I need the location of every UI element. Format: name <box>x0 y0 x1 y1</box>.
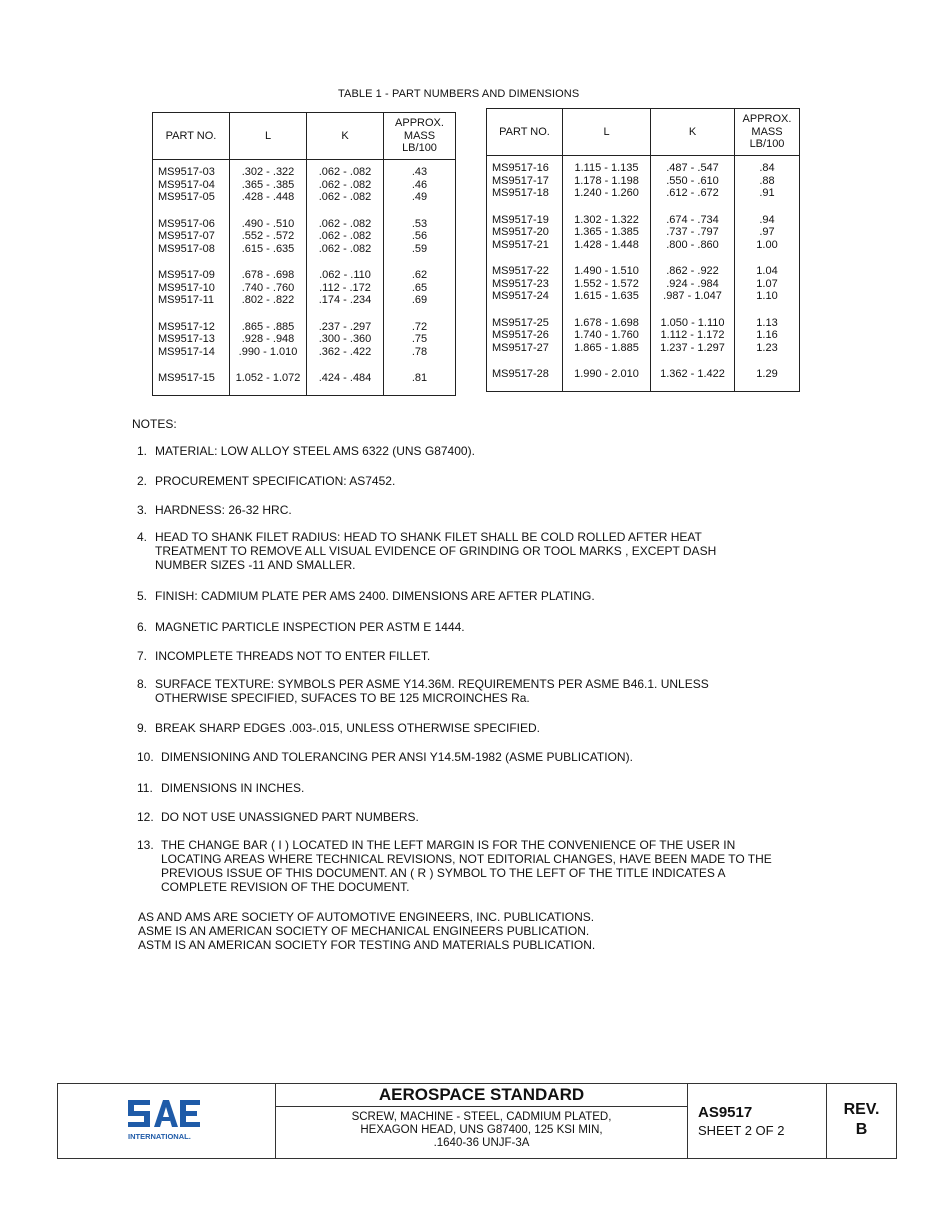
cell-value: MS9517-12 <box>158 320 215 333</box>
k-dimension-cell <box>651 156 735 392</box>
header-mass-line: MASS <box>751 125 783 138</box>
note-item <box>137 781 304 795</box>
publication-line: ASTM IS AN AMERICAN SOCIETY FOR TESTING AND MATERIALS PUBLICATION. <box>138 938 596 952</box>
cell-value: .75 <box>411 333 428 345</box>
note-line: OTHERWISE SPECIFIED, SUFACES TO BE 125 MICROINCHES Ra. <box>155 691 530 705</box>
cell-value: 1.13 <box>756 316 778 329</box>
cell-value: .362 - .422 <box>318 345 372 358</box>
note-number: 6. <box>137 620 148 634</box>
mass-cell <box>735 156 800 392</box>
cell-value: 1.115 - 1.135 <box>574 162 639 174</box>
row-group <box>492 162 562 200</box>
note-line: PROCUREMENT SPECIFICATION: AS7452. <box>155 474 396 488</box>
row-group <box>230 269 306 307</box>
cell-value: .53 <box>411 217 428 230</box>
row-group <box>735 265 799 303</box>
cell-value: .65 <box>411 281 428 294</box>
cell-value: MS9517-26 <box>492 329 549 341</box>
cell-value: MS9517-27 <box>492 341 549 354</box>
cell-value: 1.678 - 1.698 <box>574 316 639 329</box>
note-line: THE CHANGE BAR ( I ) LOCATED IN THE LEFT MARGIN IS FOR THE CONVENIENCE OF THE USER IN <box>161 838 736 852</box>
note-text <box>155 677 709 705</box>
cell-value: 1.990 - 2.010 <box>574 368 639 380</box>
cell-value: 1.237 - 1.297 <box>660 341 725 354</box>
row-group <box>307 269 383 307</box>
row-group <box>230 218 306 256</box>
note-item <box>137 677 709 705</box>
header-mass-line: MASS <box>403 129 436 142</box>
cell-value: 1.490 - 1.510 <box>574 265 639 277</box>
header-mass-line: LB/100 <box>749 138 785 151</box>
note-line: DIMENSIONING AND TOLERANCING PER ANSI Y14.5M-1982 (ASME PUBLICATION). <box>161 750 633 764</box>
note-number: 10. <box>137 750 154 764</box>
note-line: HEAD TO SHANK FILET RADIUS: HEAD TO SHANK FILET SHALL BE COLD ROLLED AFTER HEAT <box>155 530 702 544</box>
header-part-no: PART NO. <box>487 109 563 156</box>
cell-value: 1.740 - 1.760 <box>574 329 639 341</box>
revision-cell <box>827 1084 896 1158</box>
note-item <box>137 649 430 663</box>
cell-value: MS9517-22 <box>492 265 549 277</box>
note-line: LOCATING AREAS WHERE TECHNICAL REVISIONS, NOT EDITORIAL CHANGES, HAVE BEEN MADE TO THE <box>161 852 772 866</box>
row-group <box>384 166 455 204</box>
table-row <box>153 160 456 396</box>
note-line: BREAK SHARP EDGES .003-.015, UNLESS OTHERWISE SPECIFIED. <box>155 721 541 735</box>
cell-value: .94 <box>759 213 775 226</box>
cell-value: .800 - .860 <box>666 238 719 251</box>
mass-cell <box>384 160 456 396</box>
note-text <box>155 474 395 488</box>
title-block <box>57 1083 897 1159</box>
description-line: .1640-36 UNJF-3A <box>433 1137 530 1149</box>
note-item <box>137 721 540 735</box>
note-text <box>155 503 292 517</box>
row-group <box>492 265 562 303</box>
note-text <box>155 589 595 603</box>
publication-line: ASME IS AN AMERICAN SOCIETY OF MECHANICAL ENGINEERS PUBLICATION. <box>138 924 590 938</box>
note-line: MATERIAL: LOW ALLOY STEEL AMS 6322 (UNS G87400). <box>155 444 475 458</box>
header-l: L <box>230 113 307 160</box>
cell-value: 1.050 - 1.110 <box>660 316 725 329</box>
cell-value: 1.23 <box>756 341 778 354</box>
row-group <box>158 218 229 256</box>
table-title: TABLE 1 - PART NUMBERS AND DIMENSIONS <box>338 88 580 100</box>
header-mass-line: LB/100 <box>402 142 437 155</box>
cell-value: .43 <box>411 166 428 178</box>
logo-cell <box>58 1084 276 1158</box>
cell-value: .062 - .082 <box>318 217 372 230</box>
cell-value: MS9517-08 <box>158 242 215 255</box>
note-item <box>137 474 395 488</box>
cell-value: 1.615 - 1.635 <box>574 290 639 302</box>
cell-value: 1.04 <box>756 265 778 277</box>
cell-value: MS9517-15 <box>158 372 215 384</box>
dimensions-table-left <box>152 112 456 396</box>
cell-value: .174 - .234 <box>318 294 372 306</box>
part-number-cell <box>487 156 563 392</box>
row-group <box>563 317 650 355</box>
document-number: AS9517 <box>698 1104 753 1121</box>
cell-value: MS9517-20 <box>492 226 549 238</box>
cell-value: MS9517-03 <box>158 166 215 178</box>
cell-value: 1.302 - 1.322 <box>574 213 639 226</box>
cell-value: MS9517-18 <box>492 187 549 199</box>
row-group <box>651 317 734 355</box>
cell-value: .737 - .797 <box>666 226 719 238</box>
publication-line: AS AND AMS ARE SOCIETY OF AUTOMOTIVE ENGINEERS, INC. PUBLICATIONS. <box>138 910 595 924</box>
note-item <box>137 750 633 764</box>
row-group <box>492 368 562 381</box>
cell-value: .987 - 1.047 <box>663 290 722 302</box>
row-group <box>492 214 562 252</box>
row-group <box>384 321 455 359</box>
cell-value: .062 - .082 <box>318 166 372 178</box>
cell-value: .46 <box>411 178 428 191</box>
row-group <box>158 166 229 204</box>
cell-value: 1.07 <box>756 277 778 290</box>
note-text <box>155 620 465 634</box>
cell-value: .62 <box>411 269 428 281</box>
cell-value: MS9517-28 <box>492 368 549 380</box>
cell-value: .81 <box>411 372 428 384</box>
sheet-number: SHEET 2 OF 2 <box>698 1123 785 1138</box>
header-mass <box>735 109 800 156</box>
cell-value: .924 - .984 <box>666 277 719 290</box>
header-k: K <box>307 113 384 160</box>
cell-value: .615 - .635 <box>241 242 295 255</box>
cell-value: .928 - .948 <box>241 333 295 345</box>
note-number: 11. <box>137 781 153 795</box>
cell-value: 1.178 - 1.198 <box>574 174 639 187</box>
cell-value: MS9517-14 <box>158 345 215 358</box>
cell-value: .062 - .082 <box>318 230 372 242</box>
row-group <box>230 321 306 359</box>
cell-value: .69 <box>411 294 428 306</box>
cell-value: 1.362 - 1.422 <box>660 368 725 380</box>
note-line: NUMBER SIZES -11 AND SMALLER. <box>155 558 356 572</box>
cell-value: .112 - .172 <box>319 281 371 294</box>
logo-subtext: INTERNATIONAL. <box>128 1132 191 1141</box>
cell-value: MS9517-07 <box>158 230 215 242</box>
note-line: COMPLETE REVISION OF THE DOCUMENT. <box>161 880 410 894</box>
note-number: 13. <box>137 838 154 852</box>
header-mass-line: APPROX. <box>395 117 444 130</box>
cell-value: .84 <box>759 162 775 174</box>
dimensions-table-right <box>486 108 800 392</box>
cell-value: .062 - .082 <box>318 178 372 191</box>
revision-value: B <box>855 1121 868 1138</box>
row-group <box>307 321 383 359</box>
cell-value: .062 - .110 <box>319 269 371 281</box>
note-line: SURFACE TEXTURE: SYMBOLS PER ASME Y14.36M. REQUIREMENTS PER ASME B46.1. UNLESS <box>155 677 709 691</box>
note-number: 2. <box>137 474 148 488</box>
cell-value: .56 <box>411 230 428 242</box>
table-body <box>487 156 800 392</box>
note-line: DIMENSIONS IN INCHES. <box>161 781 305 795</box>
publications <box>138 910 595 952</box>
note-number: 3. <box>137 503 148 517</box>
note-text <box>155 530 716 572</box>
row-group <box>230 166 306 204</box>
note-text <box>161 750 633 764</box>
note-item <box>137 810 419 824</box>
row-group <box>651 265 734 303</box>
cell-value: .59 <box>411 242 428 255</box>
header-part-no: PART NO. <box>153 113 230 160</box>
note-item <box>137 838 772 894</box>
cell-value: .78 <box>411 345 428 358</box>
cell-value: 1.10 <box>756 290 778 302</box>
note-number: 9. <box>137 721 148 735</box>
cell-value: .237 - .297 <box>318 320 372 333</box>
row-group <box>307 166 383 204</box>
cell-value: MS9517-16 <box>492 162 549 174</box>
cell-value: .865 - .885 <box>241 320 295 333</box>
note-number: 5. <box>137 589 148 603</box>
cell-value: .612 - .672 <box>666 187 719 199</box>
cell-value: MS9517-04 <box>158 178 215 191</box>
note-item <box>137 503 292 517</box>
row-group <box>158 269 229 307</box>
row-group <box>307 218 383 256</box>
row-group <box>735 214 799 252</box>
row-group <box>384 372 455 385</box>
cell-value: MS9517-17 <box>492 174 549 187</box>
cell-value: 1.365 - 1.385 <box>574 226 639 238</box>
document-description <box>276 1107 687 1150</box>
note-number: 12. <box>137 810 154 824</box>
note-line: FINISH: CADMIUM PLATE PER AMS 2400. DIMENSIONS ARE AFTER PLATING. <box>155 589 595 603</box>
cell-value: .674 - .734 <box>666 213 719 226</box>
note-text <box>155 721 540 735</box>
cell-value: MS9517-24 <box>492 290 549 302</box>
note-item <box>137 530 716 572</box>
note-text <box>155 649 430 663</box>
cell-value: 1.428 - 1.448 <box>574 238 639 251</box>
part-number-cell <box>153 160 230 396</box>
title-cell <box>276 1084 688 1158</box>
cell-value: MS9517-13 <box>158 333 215 345</box>
row-group <box>384 218 455 256</box>
note-item <box>137 620 465 634</box>
note-line: DO NOT USE UNASSIGNED PART NUMBERS. <box>161 810 419 824</box>
row-group <box>563 368 650 381</box>
cell-value: 1.29 <box>756 368 778 380</box>
revision-label: REV. <box>843 1101 880 1118</box>
note-line: PREVIOUS ISSUE OF THIS DOCUMENT. AN ( R ) SYMBOL TO THE LEFT OF THE TITLE INDICATES A <box>161 866 726 880</box>
note-line: INCOMPLETE THREADS NOT TO ENTER FILLET. <box>155 649 431 663</box>
header-mass <box>384 113 456 160</box>
cell-value: MS9517-19 <box>492 213 549 226</box>
l-dimension-cell <box>563 156 651 392</box>
row-group <box>230 372 306 385</box>
cell-value: .365 - .385 <box>241 178 295 191</box>
cell-value: .990 - 1.010 <box>238 345 298 358</box>
note-item <box>137 589 595 603</box>
cell-value: .428 - .448 <box>241 191 295 203</box>
row-group <box>735 162 799 200</box>
header-k: K <box>651 109 735 156</box>
description-line: SCREW, MACHINE - STEEL, CADMIUM PLATED, <box>351 1111 612 1123</box>
row-group <box>735 317 799 355</box>
cell-value: .424 - .484 <box>318 372 372 384</box>
note-line: HARDNESS: 26-32 HRC. <box>155 503 292 517</box>
table-row <box>487 156 800 392</box>
row-group <box>563 162 650 200</box>
notes-heading: NOTES: <box>132 417 177 431</box>
cell-value: MS9517-06 <box>158 217 215 230</box>
note-text <box>155 444 475 458</box>
note-line: MAGNETIC PARTICLE INSPECTION PER ASTM E 1444. <box>155 620 465 634</box>
row-group <box>384 269 455 307</box>
cell-value: .552 - .572 <box>241 230 295 242</box>
cell-value: 1.552 - 1.572 <box>574 277 639 290</box>
cell-value: 1.052 - 1.072 <box>235 372 301 384</box>
sae-logo <box>128 1100 208 1144</box>
note-text <box>161 838 772 894</box>
cell-value: MS9517-05 <box>158 191 215 203</box>
cell-value: 1.240 - 1.260 <box>574 187 639 199</box>
standard-heading: AEROSPACE STANDARD <box>276 1084 687 1107</box>
note-number: 1. <box>137 444 148 458</box>
cell-value: .740 - .760 <box>241 281 295 294</box>
header-mass-line: APPROX. <box>742 113 792 126</box>
note-number: 7. <box>137 649 148 663</box>
cell-value: .49 <box>411 191 428 203</box>
cell-value: .490 - .510 <box>241 217 295 230</box>
description-line: HEXAGON HEAD, UNS G87400, 125 KSI MIN, <box>360 1124 603 1136</box>
cell-value: .91 <box>759 187 775 199</box>
cell-value: .302 - .322 <box>241 166 295 178</box>
cell-value: MS9517-25 <box>492 316 549 329</box>
cell-value: .550 - .610 <box>666 174 719 187</box>
cell-value: 1.865 - 1.885 <box>574 341 639 354</box>
row-group <box>651 162 734 200</box>
cell-value: 1.00 <box>756 238 778 251</box>
note-number: 8. <box>137 677 148 691</box>
row-group <box>651 368 734 381</box>
note-number: 4. <box>137 530 148 544</box>
cell-value: .062 - .082 <box>318 242 372 255</box>
row-group <box>158 372 229 385</box>
note-item <box>137 444 475 458</box>
note-text <box>161 781 304 795</box>
cell-value: .300 - .360 <box>318 333 372 345</box>
cell-value: .678 - .698 <box>241 269 295 281</box>
cell-value: 1.16 <box>756 329 778 341</box>
cell-value: MS9517-23 <box>492 277 549 290</box>
cell-value: .97 <box>759 226 775 238</box>
row-group <box>158 321 229 359</box>
row-group <box>735 368 799 381</box>
document-number-cell <box>688 1084 827 1158</box>
cell-value: .487 - .547 <box>666 162 719 174</box>
cell-value: .72 <box>411 320 428 333</box>
row-group <box>563 214 650 252</box>
cell-value: .062 - .082 <box>318 191 372 203</box>
header-l: L <box>563 109 651 156</box>
cell-value: .802 - .822 <box>241 294 295 306</box>
l-dimension-cell <box>230 160 307 396</box>
cell-value: MS9517-11 <box>158 294 215 306</box>
row-group <box>307 372 383 385</box>
cell-value: MS9517-21 <box>492 238 549 251</box>
cell-value: MS9517-09 <box>158 269 215 281</box>
cell-value: .862 - .922 <box>666 265 719 277</box>
note-text <box>161 810 419 824</box>
cell-value: .88 <box>759 174 775 187</box>
row-group <box>563 265 650 303</box>
cell-value: MS9517-10 <box>158 281 215 294</box>
note-line: TREATMENT TO REMOVE ALL VISUAL EVIDENCE OF GRINDING OR TOOL MARKS , EXCEPT DASH <box>155 544 717 558</box>
table-body <box>153 160 456 396</box>
row-group <box>492 317 562 355</box>
row-group <box>651 214 734 252</box>
k-dimension-cell <box>307 160 384 396</box>
cell-value: 1.112 - 1.172 <box>660 329 725 341</box>
